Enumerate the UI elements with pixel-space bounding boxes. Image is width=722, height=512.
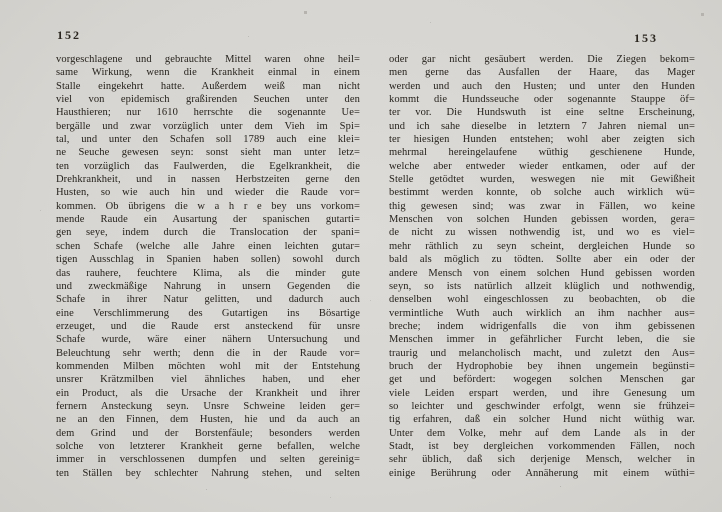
text-line: oder gar nicht gesäubert werden. Die Ziegen bekom= <box>389 54 695 65</box>
text-line: mehrmal hereingelaufene wüthig geschienene Hunde, <box>389 147 695 159</box>
text-line: thig gewesen sind; was zwar in Fällen, wo keine <box>389 200 695 212</box>
text-line: vermintliche Wuth auch wirklich an ihm nachher aus= <box>389 307 695 319</box>
text-line: Stadt, ist bey dergleichen vorkommenden Fällen, noch <box>389 440 695 452</box>
text-line: men gerne das Ausfallen der Haare, das Mager <box>389 67 695 79</box>
page-text-right <box>389 53 695 480</box>
text-line: kommt die Hundsseuche oder sogenannte Stauppe öf= <box>389 94 695 106</box>
text-line: bergälle und zwar vorzüglich unter dem Vieh im Spi= <box>56 120 360 132</box>
page-number-left: 152 <box>57 28 81 42</box>
text-line: breche; indem widrigenfalls die von ihm gebissenen <box>389 320 695 332</box>
text-line: einige Berührung oder Annäherung mit einem wüthi= <box>389 467 695 479</box>
text-line: welche aber entweder wieder entkamen, oder auf der <box>389 160 695 172</box>
text-line: mende Raude ein Ausartung der spanischen gutarti= <box>56 214 360 226</box>
text-line: ter vor. Die Hundswuth ist eine seltne Erscheinung, <box>389 107 695 119</box>
page-number-right: 153 <box>634 31 658 45</box>
text-line: de nicht zu wissen nothwendig ist, und wo es viel= <box>389 227 695 239</box>
text-line: gen seye, indem durch die Translocation der spani= <box>56 227 360 239</box>
text-line: bald als möglich zu tödten. Sollte aber ein oder der <box>389 254 695 266</box>
text-line: Schafe wurde, wäre einer nähern Untersuchung und <box>56 334 360 346</box>
text-line: Stalle eingekehrt hatte. Außerdem weiß man nicht <box>56 80 360 92</box>
text-line: das rauhere, feuchtere Klima, als die minder gute <box>56 267 360 279</box>
text-line: Menschen immer in gefährlicher Furcht leben, die sie <box>389 334 695 346</box>
text-line: und zweckmäßige Nahrung in unsern Gegenden die <box>56 280 360 292</box>
text-line: viel von epidemisch graßirenden Seuchen unter den <box>56 94 360 106</box>
text-line: Hausthieren; nur 1610 herrschte die sogenannte Ue= <box>56 107 360 119</box>
text-line: Stelle getödtet wurden, weswegen nie mit Gewißheit <box>389 174 695 186</box>
text-line: kommen. Ob übrigens die w a h r e bey uns vorkom= <box>56 200 360 212</box>
text-line: ne Seuche gewesen seyn: sonst sieht man unter letz= <box>56 147 360 159</box>
text-line: dem Grind und der Borstenfäule; besonders werden <box>56 427 360 439</box>
text-line: bestimmt werden konnte, ob solche auch wirklich wü= <box>389 187 695 199</box>
text-line: werden und auch den Husten; und unter den Hunden <box>389 80 695 92</box>
text-line: ne an den Finnen, dem Husten, hie und da auch an <box>56 414 360 426</box>
text-line: eine Verschlimmerung des Gutartigen ins Bösartige <box>56 307 360 319</box>
text-line: Beleuchtung sehr werth; denn die in der Raude vor= <box>56 347 360 359</box>
text-line: sehr üblich, daß sich derjenige Mensch, welcher in <box>389 454 695 466</box>
text-line: so leichter und geschwinder erfolgt, wenn sie frühzei= <box>389 400 695 412</box>
text-line: tig erfahren, daß ein solcher Hund nicht wüthig war. <box>389 414 695 426</box>
text-line: ten Ställen bey schlechter Nahrung stehen, und selten <box>56 467 360 479</box>
text-line: andere Mensch von einem solchen Hund gebissen worden <box>389 267 695 279</box>
text-line: bruch der Hydrophobie bey ihnen ungemein begünsti= <box>389 360 695 372</box>
text-line: Unter dem Volke, mehr auf dem Lande als in der <box>389 427 695 439</box>
text-line: same Wirkung, wenn die Krankheit einmal in einem <box>56 67 360 79</box>
text-line: get und befördert: wogegen solchen Menschen gar <box>389 374 695 386</box>
page-text-left <box>56 53 360 480</box>
text-line: vorgeschlagene und gebrauchte Mittel waren ohne heil= <box>56 54 360 65</box>
text-line: traurig und melancholisch macht, und zuletzt den Aus= <box>389 347 695 359</box>
text-line: Schafe in ihrer Natur gelitten, und dadurch auch <box>56 294 360 306</box>
text-line: kommenden Milben möchten wohl mit der Entstehung <box>56 360 360 372</box>
text-line: unsrer Krätzmilben viel ähnliches haben, und eher <box>56 374 360 386</box>
text-line: mehr räthlich zu seyn scheint, dergleichen Hunde so <box>389 240 695 252</box>
text-line: Drehkrankheit, und in nassen Herbstzeiten gerne den <box>56 174 360 186</box>
text-line: tal, und unter den Schafen soll 1789 auch eine klei= <box>56 134 360 146</box>
text-line: ten vorzüglich das Faulwerden, die Egelkrankheit, die <box>56 160 360 172</box>
text-line: fernern Ansteckung seyn. Unsre Schweine leiden ger= <box>56 400 360 412</box>
text-line: und ich sahe dieselbe in letztern 7 Jahren niemal un= <box>389 120 695 132</box>
text-line: erzeuget, und die Raude erst ansteckend für unsre <box>56 320 360 332</box>
text-line: schen Schafe (welche alle Jahre einen leichten gutar= <box>56 240 360 252</box>
text-line: Husten, so wie auch hin und wieder die Raude vor= <box>56 187 360 199</box>
scan-speckles <box>0 0 1 1</box>
text-line: denselben wohl eingeschlossen zu beobachten, ob die <box>389 294 695 306</box>
text-line: immer in verschlossenen dumpfen und selten gereinig= <box>56 454 360 466</box>
text-line: tigen Ausschlag in Spanien haben sollen) sowohl durch <box>56 254 360 266</box>
text-line: viele Leiden erspart werden, und ihre Genesung um <box>389 387 695 399</box>
text-line: Menschen von solchen Hunden gebissen worden, gera= <box>389 214 695 226</box>
text-line: seyn, so ists natürlich allzeit klüglich und nothwendig, <box>389 280 695 292</box>
text-line: ter hiesigen Hunden entstehen; wohl aber zeigten sich <box>389 134 695 146</box>
text-line: solche von letzterer Krankheit gerne befallen, welche <box>56 440 360 452</box>
text-line: ein Product, als die Ursache der Krankheit und ihrer <box>56 387 360 399</box>
